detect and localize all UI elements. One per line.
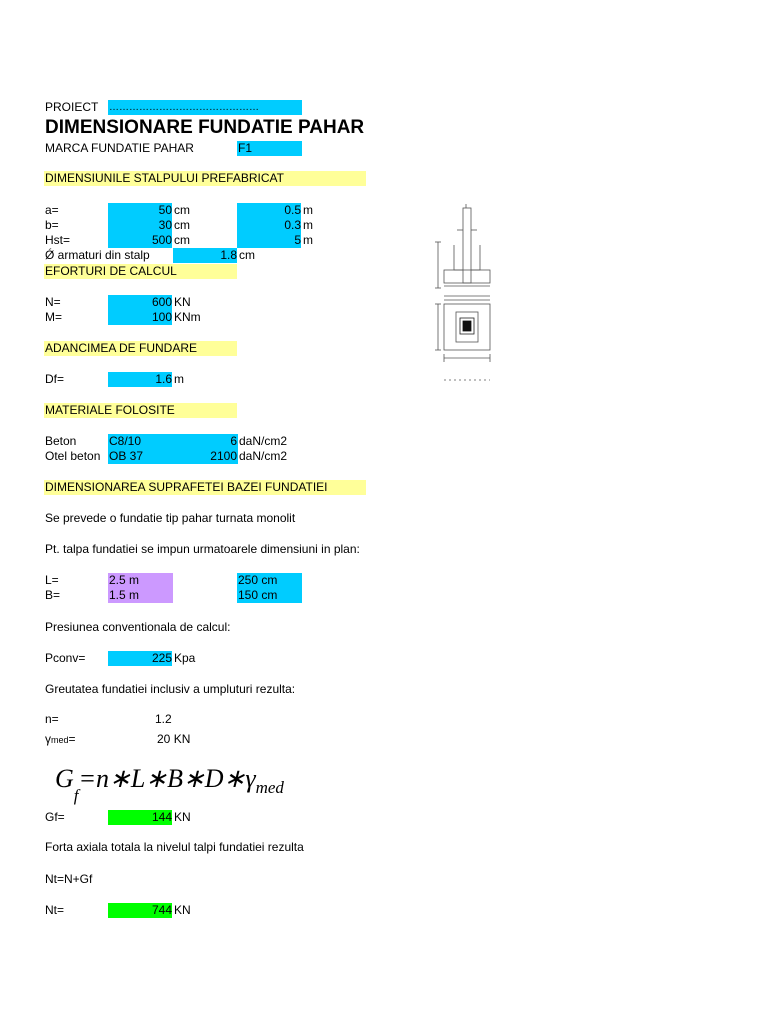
beton-value: 6 (230, 434, 237, 448)
armaturi-unit: cm (239, 248, 255, 262)
gamma-eq: = (68, 732, 76, 746)
bplan-cm-value[interactable]: 150 cm (237, 588, 302, 603)
section-materiale: MATERIALE FOLOSITE (44, 403, 237, 418)
otel-unit: daN/cm2 (239, 449, 288, 463)
gamma-sub: med (51, 735, 69, 745)
nt-label: Nt= (45, 903, 65, 917)
l-m-value[interactable]: 2.5 m (108, 573, 173, 588)
armaturi-label: Ǿ armaturi din stalp (45, 248, 150, 262)
gamma-symbol: γ (45, 732, 51, 746)
section-stalp: DIMENSIUNILE STALPULUI PREFABRICAT (44, 171, 366, 186)
gf-unit: KN (174, 810, 191, 824)
a-label: a= (45, 203, 59, 217)
pconv-value[interactable]: 225 (108, 651, 172, 666)
armaturi-value[interactable]: 1.8 (173, 248, 237, 263)
marca-label: MARCA FUNDATIE PAHAR (45, 141, 194, 155)
nt-formula: Nt=N+Gf (45, 872, 93, 886)
text-forta: Forta axiala totala la nivelul talpi fundatiei rezulta (45, 840, 304, 854)
project-label: PROIECT (45, 100, 99, 114)
gamma-unit: KN (173, 732, 191, 746)
l-label: L= (45, 573, 59, 587)
n-label: N= (45, 295, 61, 309)
b-cm-unit: cm (174, 218, 190, 232)
text-greutate: Greutatea fundatiei inclusiv a umpluturi rezulta: (45, 682, 296, 696)
gamma-value: 20 (157, 732, 171, 746)
text-presiune: Presiunea conventionala de calcul: (45, 620, 231, 634)
hst-m-unit: m (303, 233, 313, 247)
n-coef-value: 1.2 (155, 712, 172, 726)
df-value[interactable]: 1.6 (108, 372, 172, 387)
n-unit: KN (174, 295, 191, 309)
beton-clasa: C8/10 (109, 434, 142, 448)
hst-label: Hst= (45, 233, 71, 247)
hst-cm-unit: cm (174, 233, 190, 247)
section-adancime: ADANCIMEA DE FUNDARE (44, 341, 237, 356)
m-unit: KNm (174, 310, 201, 324)
beton-unit: daN/cm2 (239, 434, 288, 448)
b-label: b= (45, 218, 59, 232)
a-cm-unit: cm (174, 203, 190, 217)
beton-row[interactable] (108, 434, 238, 449)
section-eforturi: EFORTURI DE CALCUL (44, 264, 237, 279)
beton-label: Beton (45, 434, 77, 448)
project-value[interactable]: ……………………………………… (108, 100, 302, 115)
pconv-unit: Kpa (174, 651, 196, 665)
bplan-m-value[interactable]: 1.5 m (108, 588, 173, 603)
df-unit: m (174, 372, 184, 386)
pconv-label: Pconv= (45, 651, 86, 665)
gamma-value-row (157, 732, 190, 747)
formula-g: G (55, 764, 74, 793)
a-m-unit: m (303, 203, 313, 217)
b-cm-value[interactable]: 30 (108, 218, 172, 233)
otel-row[interactable] (108, 449, 238, 464)
text-talpa: Pt. talpa fundatiei se impun urmatoarele dimensiuni in plan: (45, 542, 360, 556)
n-value[interactable]: 600 (108, 295, 172, 310)
formula-f: f (73, 786, 79, 806)
l-cm-value[interactable]: 250 cm (237, 573, 302, 588)
nt-value: 744 (108, 903, 172, 918)
gf-value: 144 (108, 810, 172, 825)
otel-label: Otel beton (45, 449, 101, 463)
hst-cm-value[interactable]: 500 (108, 233, 172, 248)
bplan-label: B= (45, 588, 61, 602)
nt-unit: KN (174, 903, 191, 917)
foundation-drawing (432, 200, 512, 390)
text-prevede: Se prevede o fundatie tip pahar turnata monolit (45, 511, 296, 525)
a-m-value[interactable]: 0.5 (237, 203, 301, 218)
df-label: Df= (45, 372, 65, 386)
gf-formula (55, 764, 284, 806)
gamma-label (45, 732, 76, 747)
a-cm-value[interactable]: 50 (108, 203, 172, 218)
section-suprafata: DIMENSIONAREA SUPRAFETEI BAZEI FUNDATIEI (44, 480, 366, 495)
otel-value: 2100 (210, 449, 237, 463)
otel-clasa: OB 37 (109, 449, 144, 463)
page-title: DIMENSIONARE FUNDATIE PAHAR (45, 117, 365, 138)
marca-value[interactable]: F1 (237, 141, 302, 156)
formula-med: med (255, 778, 284, 798)
b-m-value[interactable]: 0.3 (237, 218, 301, 233)
hst-m-value[interactable]: 5 (237, 233, 301, 248)
m-value[interactable]: 100 (108, 310, 172, 325)
m-label: M= (45, 310, 63, 324)
n-coef-label: n= (45, 712, 59, 726)
b-m-unit: m (303, 218, 313, 232)
gf-label: Gf= (45, 810, 65, 824)
formula-rhs: =n∗L∗B∗D∗γ (78, 764, 256, 793)
